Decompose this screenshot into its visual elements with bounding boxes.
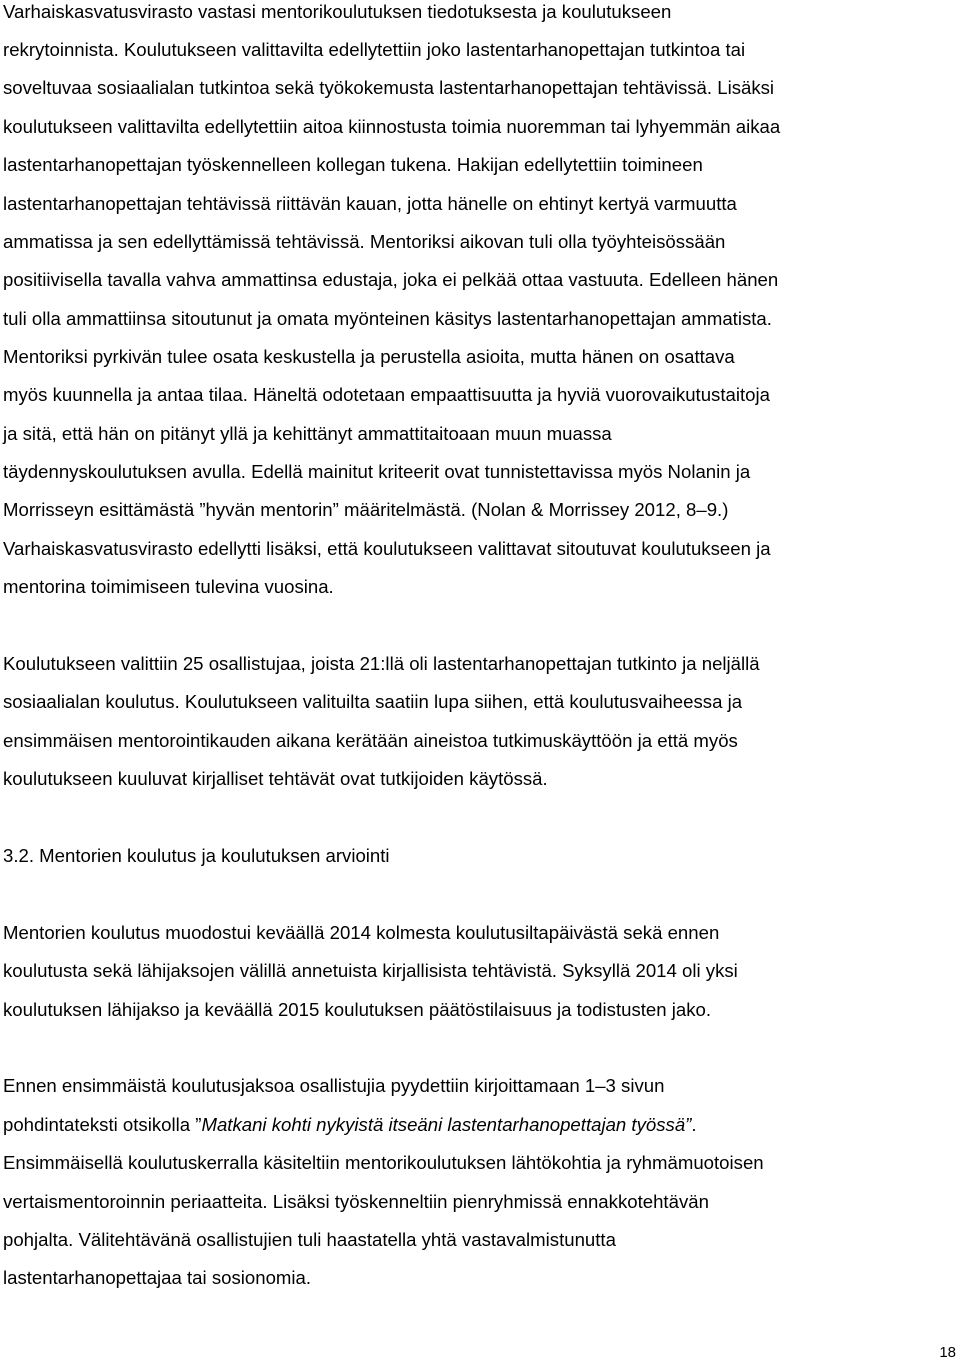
text-line: ensimmäisen mentorointikauden aikana kerätään aineistoa tutkimuskäyttöön ja että myös (3, 730, 738, 751)
text-line: Mentorien koulutus muodostui keväällä 2014 kolmesta koulutusiltapäivästä sekä ennen (3, 922, 720, 943)
text-fragment: . (691, 1114, 697, 1135)
text-line: Morrisseyn esittämästä ”hyvän mentorin” määritelmästä. (Nolan & Morrissey 2012, 8–9.) (3, 499, 729, 520)
text-line: rekrytoinnista. Koulutukseen valittavilta edellytettiin joko lastentarhanopettajan tutkintoa tai (3, 39, 746, 60)
text-line: myös kuunnella ja antaa tilaa. Häneltä odotetaan empaattisuutta ja hyviä vuorovaikutustaitoja (3, 384, 770, 405)
text-line: vertaismentoroinnin periaatteita. Lisäksi työskenneltiin pienryhmissä ennakkotehtävän (3, 1191, 709, 1212)
text-line: Ensimmäisellä koulutuskerralla käsiteltiin mentorikoulutuksen lähtökohtia ja ryhmämuotoisen (3, 1152, 764, 1173)
page-number: 18 (939, 1344, 956, 1361)
text-line: koulutuksen lähijakso ja keväällä 2015 koulutuksen päätöstilaisuus ja todistusten jako. (3, 999, 712, 1020)
text-line: sosiaalialan koulutus. Koulutukseen valituilta saatiin lupa siihen, että koulutusvaiheessa ja (3, 691, 743, 712)
text-line-with-title (3, 1113, 697, 1137)
section-heading: 3.2. Mentorien koulutus ja koulutuksen arviointi (3, 845, 390, 866)
text-line: Varhaiskasvatusvirasto vastasi mentorikoulutuksen tiedotuksesta ja koulutukseen (3, 1, 672, 22)
text-line: täydennyskoulutuksen avulla. Edellä mainitut kriteerit ovat tunnistettavissa myös Nolanin ja (3, 461, 751, 482)
text-line: koulutukseen kuuluvat kirjalliset tehtävät ovat tutkijoiden käytössä. (3, 768, 548, 789)
text-line: ja sitä, että hän on pitänyt yllä ja kehittänyt ammattitaitoaan muun muassa (3, 423, 612, 444)
text-line: lastentarhanopettajan työskennelleen kollegan tukena. Hakijan edellytettiin toimineen (3, 154, 703, 175)
text-line: lastentarhanopettajaa tai sosionomia. (3, 1267, 312, 1288)
text-line: tuli olla ammattiinsa sitoutunut ja omata myönteinen käsitys lastentarhanopettajan ammatista. (3, 308, 772, 329)
text-line: Ennen ensimmäistä koulutusjaksoa osallistujia pyydettiin kirjoittamaan 1–3 sivun (3, 1075, 665, 1096)
text-line: mentorina toimimiseen tulevina vuosina. (3, 576, 334, 597)
text-line: Koulutukseen valittiin 25 osallistujaa, joista 21:llä oli lastentarhanopettajan tutkinto ja neljällä (3, 653, 760, 674)
text-line: soveltuvaa sosiaalialan tutkintoa sekä työkokemusta lastentarhanopettajan tehtävissä. Lisäksi (3, 77, 775, 98)
text-line: pohjalta. Välitehtävänä osallistujien tuli haastatella yhtä vastavalmistunutta (3, 1229, 616, 1250)
text-line: koulutusta sekä lähijaksojen välillä annetuista kirjallisista tehtävistä. Syksyllä 2014 oli yksi (3, 960, 738, 981)
text-line: ammatissa ja sen edellyttämissä tehtävissä. Mentoriksi aikovan tuli olla työyhteisössään (3, 231, 726, 252)
essay-title: Matkani kohti nykyistä itseäni lastentarhanopettajan työssä” (201, 1114, 692, 1135)
text-line: koulutukseen valittavilta edellytettiin aitoa kiinnostusta toimia nuoremman tai lyhyemmän aikaa (3, 116, 781, 137)
text-line: Varhaiskasvatusvirasto edellytti lisäksi, että koulutukseen valittavat sitoutuvat koulutukseen ja (3, 538, 771, 559)
text-line: lastentarhanopettajan tehtävissä riittävän kauan, jotta hänelle on ehtinyt kertyä varmuutta (3, 193, 737, 214)
text-line: positiivisella tavalla vahva ammattinsa edustaja, joka ei pelkää ottaa vastuuta. Edelleen hänen (3, 269, 779, 290)
text-fragment: pohdintateksti otsikolla ” (3, 1114, 202, 1135)
text-line: Mentoriksi pyrkivän tulee osata keskustella ja perustella asioita, mutta hänen on osattava (3, 346, 735, 367)
